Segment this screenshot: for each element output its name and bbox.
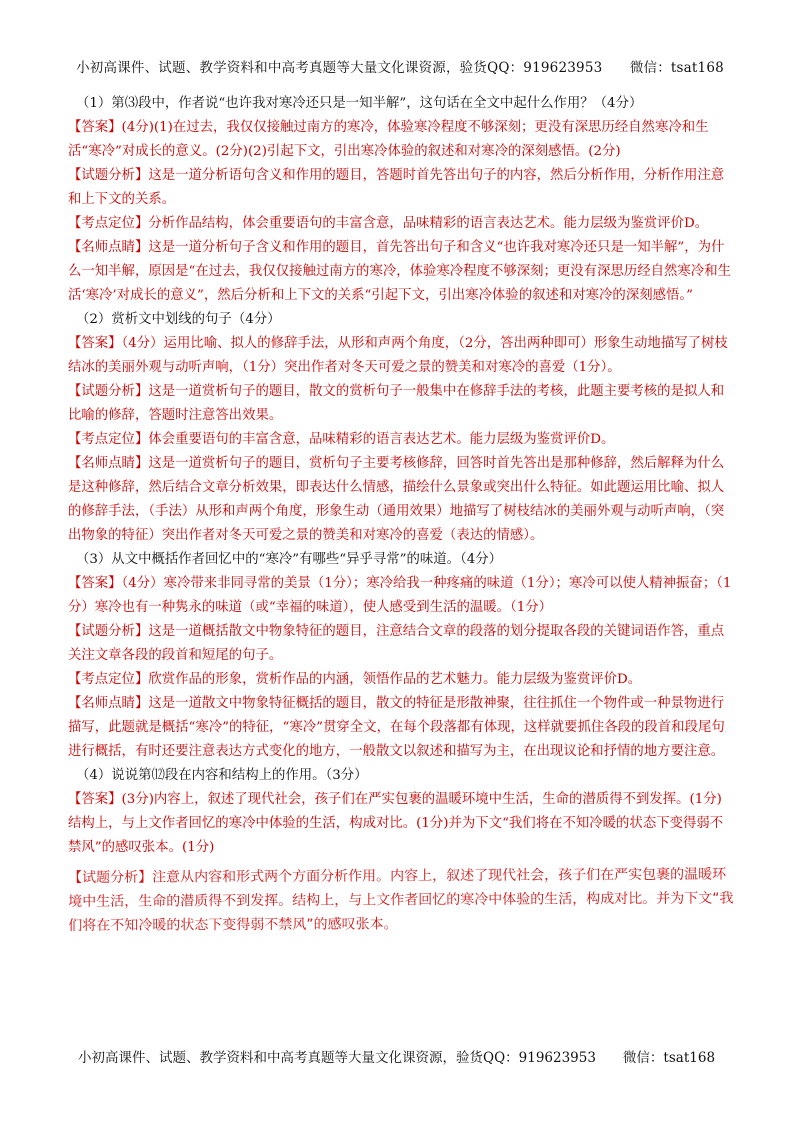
analysis-3: 【试题分析】这是一道概括散文中物象特征的题目，注意结合文章的段落的划分提取各段的关键词语作答，重点关注文章各段的段首和短尾的句子。 (68, 624, 725, 663)
analysis-2: 【试题分析】这是一道赏析句子的题目，散文的赏析句子一般集中在修辞手法的考核，此题主要考核的是拟人和比喻的修辞，答题时注意答出效果。 (68, 384, 725, 423)
answer-1: 【答案】(4分)(1)在过去，我仅仅接触过南方的寒冷，体验寒冷程度不够深刻；更没有深思历经自然寒冷和生活“寒冷”对成长的意义。(2分)(2)引起下文，引出寒冷体验的叙述和对寒冷的深刻感悟。(2分) (68, 120, 709, 159)
comment-2: 【名师点睛】这是一道赏析句子的题目，赏析句子主要考核修辞，回答时首先答出是那种修辞，然后解释为什么是这种修辞，然后结合文章分析效果，即表达什么情感，描绘什么景象或突出什么特征。如此题运用比喻、拟人的修辞手法，（手法）从形和声两个角度，形象生动（通用效果）地描写了树枝结冰的美丽外观与动听声响，（突出物象的特征）突出作者对冬天可爱之景的赞美和对寒冷的喜爱（表达的情感）。 (68, 456, 725, 543)
answer-4: 【答案】(3分)内容上，叙述了现代社会，孩子们在严实包裹的温暖环境中生活，生命的潜质得不到发挥。(1分)结构上，与上文作者回忆的寒冷中体验的生活，构成对比。(1分)并为下文“我们将在不知冷暖的状态下变得弱不禁风”的感叹张本。(1分) (68, 792, 724, 855)
analysis-1: 【试题分析】这是一道分析语句含义和作用的题目，答题时首先答出句子的内容，然后分析作用，分析作用注意和上下文的关系。 (68, 168, 725, 207)
question-2: （2）赏析文中划线的句子（4分） (76, 312, 281, 327)
analysis-4: 【试题分析】注意从内容和形式两个方面分析作用。内容上，叙述了现代社会，孩子们在严实包裹的温暖环境中生活，生命的潜质得不到发挥。结构上，与上文作者回忆的寒冷中体验的生活，构成对比。并为下文“我们将在不知冷暖的状态下变得弱不禁风”的感叹张本。 (68, 866, 734, 934)
question-3: （3）从文中概括作者回忆中的“寒冷”有哪些“异乎寻常”的味道。（4分） (76, 552, 503, 567)
question-1: （1）第⑶段中，作者说“也许我对寒冷还只是一知半解”，这句话在全文中起什么作用？（4分） (76, 96, 643, 111)
answer-2: 【答案】（4分）运用比喻、拟人的修辞手法，从形和声两个角度，（2分，答出两种即可）形象生动地描写了树枝结冰的美丽外观与动听声响，（1分）突出作者对冬天可爱之景的赞美和对寒冷的喜爱（1分）。 (68, 336, 728, 375)
comment-1: 【名师点睛】这是一道分析句子含义和作用的题目，首先答出句子和含义“也许我对寒冷还只是一知半解”，为什么一知半解，原因是“在过去，我仅仅接触过南方的寒冷，体验寒冷程度不够深刻；更没有深思历经自然寒冷和生活‘寒冷’对成长的意义”，然后分析和上下文的关系“引起下文，引出寒冷体验的叙述和对寒冷的深刻感悟。” (68, 240, 731, 303)
comment-3: 【名师点睛】这是一道散文中物象特征概括的题目，散文的特征是形散神聚，往往抓住一个物件或一种景物进行描写，此题就是概括“寒冷”的特征，“寒冷”贯穿全文，在每个段落都有体现，这样就要抓住各段的段首和段尾句进行概括，有时还要注意表达方式变化的地方，一般散文以叙述和描写为主，在出现议论和抒情的地方要注意。 (68, 696, 725, 759)
page-footer: 小初高课件、试题、教学资料和中高考真题等大量文化课资源，验货QQ：919623953 微信：tsat168 (78, 1050, 716, 1066)
point-1: 【考点定位】分析作品结构，体会重要语句的丰富含意，品味精彩的语言表达艺术。能力层级为鉴赏评价D。 (68, 216, 709, 231)
document-body (68, 92, 734, 938)
answer-3: 【答案】（4分）寒冷带来非同寻常的美景（1分）；寒冷给我一种疼痛的味道（1分）；寒冷可以使人精神振奋；（1分）寒冷也有一种隽永的味道（或“幸福的味道），使人感受到生活的温暖。（1分） (68, 576, 732, 615)
point-2: 【考点定位】体会重要语句的丰富含意，品味精彩的语言表达艺术。能力层级为鉴赏评价D。 (68, 432, 615, 447)
point-3: 【考点定位】欣赏作品的形象，赏析作品的内涵，领悟作品的艺术魅力。能力层级为鉴赏评价D。 (68, 672, 642, 687)
page-header: 小初高课件、试题、教学资料和中高考真题等大量文化课资源，验货QQ：919623953 微信：tsat168 (76, 60, 724, 76)
question-4: （4）说说第⑿段在内容和结构上的作用。（3分） (76, 768, 368, 783)
